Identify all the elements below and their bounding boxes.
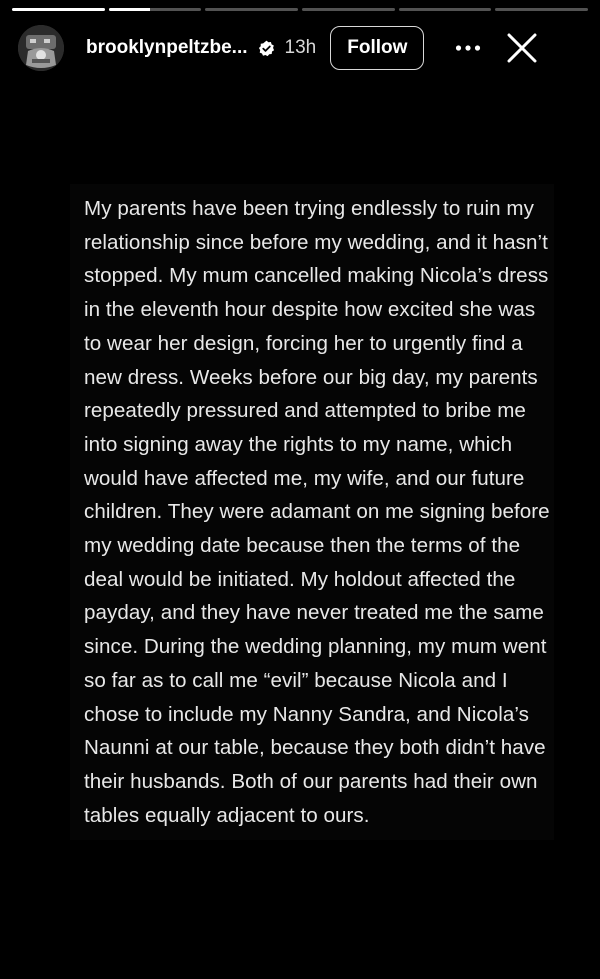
avatar-image [18, 25, 64, 71]
progress-fill [109, 8, 151, 11]
close-icon[interactable] [506, 32, 538, 64]
verified-badge-icon [258, 40, 275, 57]
username[interactable]: brooklynpeltzbe... [86, 37, 248, 58]
progress-segment [12, 8, 105, 11]
post-time: 13h [284, 37, 317, 58]
more-options-glyph [455, 44, 481, 52]
story-text-card [70, 184, 554, 840]
story-progress-bar [12, 8, 588, 11]
progress-segment [109, 8, 202, 11]
story-header [18, 24, 584, 72]
more-options-icon[interactable] [454, 34, 482, 62]
progress-segment [302, 8, 395, 11]
follow-button[interactable]: Follow [330, 26, 424, 70]
progress-segment [495, 8, 588, 11]
progress-fill [12, 8, 105, 11]
profile-avatar[interactable] [18, 25, 64, 71]
story-text: My parents have been trying endlessly to ruin my relationship since before my wedding, and it hasn’t stopped. My mum cancelled making Nicola’s dress in the eleventh hour despite how excited she was to wear her design, forcing her to urgently find a new dress. Weeks before our big day, my parents repeatedly pressured and attempted to bribe me into signing away the rights to my name, which would have affected me, my wife, and our future children. They were adamant on me signing before my wedding date because then the terms of the deal would be initiated. My holdout affected the payday, and they have never treated me the same since. During the wedding planning, my mum went so far as to call me “evil” because Nicola and I chose to include my Nanny Sandra, and Nicola’s Naunni at our table, because they both didn’t have their husbands. Both of our parents had their own tables equally adjacent to ours. [84, 197, 550, 827]
progress-segment [205, 8, 298, 11]
progress-segment [399, 8, 492, 11]
close-glyph [506, 32, 538, 64]
